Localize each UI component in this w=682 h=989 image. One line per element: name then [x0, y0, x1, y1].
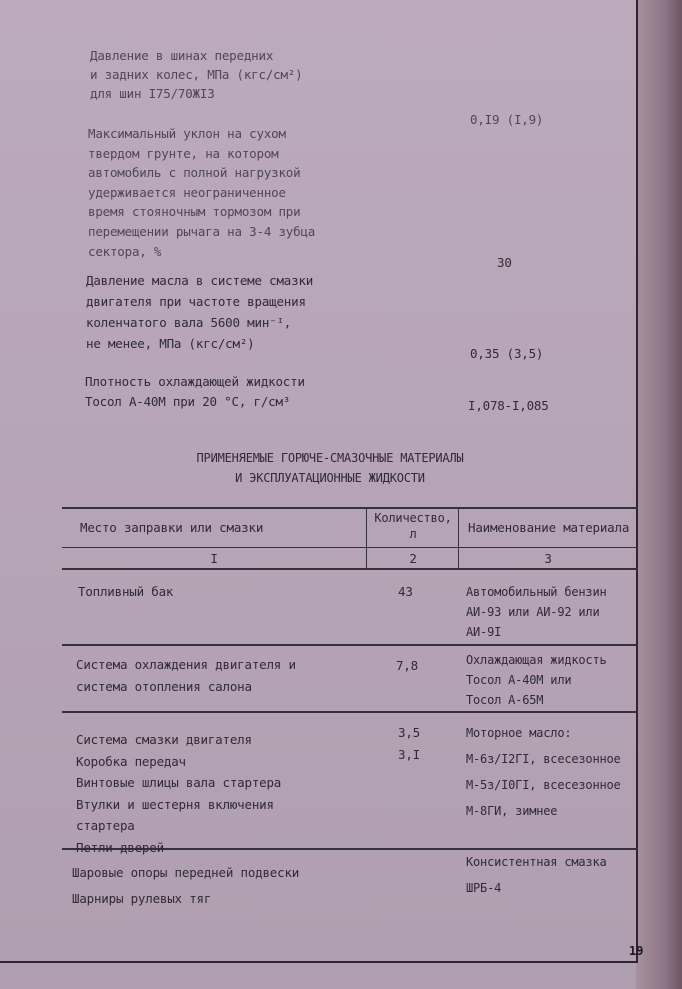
table-row-fuel-tank-qty: 43 [398, 584, 413, 599]
spec-label-coolant-density: Плотность охлаждающей жидкости Тосол А-40М при 20 °С, г/см³ [85, 374, 305, 409]
table-header-place: Место заправки или смазки [80, 520, 264, 535]
table-row-joints-material: Консистентная смазка ШРБ-4 [466, 855, 607, 895]
table-row-cooling-place: Система охлаждения двигателя и система отопления салона [76, 657, 296, 694]
spec-label-oil-pressure: Давление масла в системе смазки двигателя при частоте вращения коленчатого вала 5600 мин⁻ᴵ, не менее, МПа (кгс/см²) [86, 273, 314, 351]
table-top-border [62, 507, 638, 509]
table-header-quantity: Количество, л [374, 511, 452, 541]
page-edge-shadow [636, 0, 682, 989]
table-row-fuel-tank-material: Автомобильный бензин АИ-93 или АИ-92 или АИ-9I [466, 585, 607, 639]
spec-value-oil-pressure: 0,35 (3,5) [470, 346, 544, 361]
page-number: 19 [629, 944, 644, 958]
table-row-cooling-material: Охлаждающая жидкость Тосол А-40М или Тосол А-65М [466, 653, 607, 707]
table-colnum-1: I [210, 551, 218, 566]
spec-value-max-slope: 30 [497, 255, 512, 270]
table-header-border [62, 547, 638, 548]
table-colnum-3: 3 [544, 551, 552, 566]
table-group-divider-1 [62, 644, 638, 646]
spec-label-max-slope: Максимальный уклон на сухом твердом грунте, на котором автомобиль с полной нагрузкой удерживается неограниченное время стояночным тормозом при перемещении рычага на 3-4 зубца сектора, % [88, 126, 316, 259]
table-row-lubrication-places: Система смазки двигателя Коробка передач Винтовые шлицы вала стартера Втулки и шестерня включения стартера Петли дверей [76, 732, 282, 855]
table-row-joints-places: Шаровые опоры передней подвески Шарниры рулевых тяг [72, 865, 300, 906]
table-group-divider-2 [62, 711, 638, 713]
table-row-lubrication-qty: 3,5 3,I [398, 725, 420, 762]
table-row-lubrication-material: Моторное масло: М-6з/I2ГI, всесезонное М-5з/I0ГI, всесезонное М-8ГИ, зимнее [466, 726, 621, 818]
page-frame-right [636, 0, 638, 963]
page-frame-bottom [0, 961, 638, 963]
table-row-cooling-qty: 7,8 [396, 658, 418, 673]
spec-value-coolant-density: I,078-I,085 [468, 398, 549, 413]
table-row-fuel-tank-place: Топливный бак [78, 584, 174, 599]
spec-label-tire-pressure: Давление в шинах передних и задних колес, МПа (кгс/см²) для шин I75/70ЖI3 [90, 48, 303, 101]
spec-value-tire-pressure: 0,I9 (I,9) [470, 112, 544, 127]
section-title: ПРИМЕНЯЕМЫЕ ГОРЮЧЕ-СМАЗОЧНЫЕ МАТЕРИАЛЫ И ЭКСПЛУАТАЦИОННЫЕ ЖИДКОСТИ [196, 451, 464, 485]
table-header-material: Наименование материала [468, 520, 630, 535]
table-colnum-2: 2 [409, 551, 417, 566]
